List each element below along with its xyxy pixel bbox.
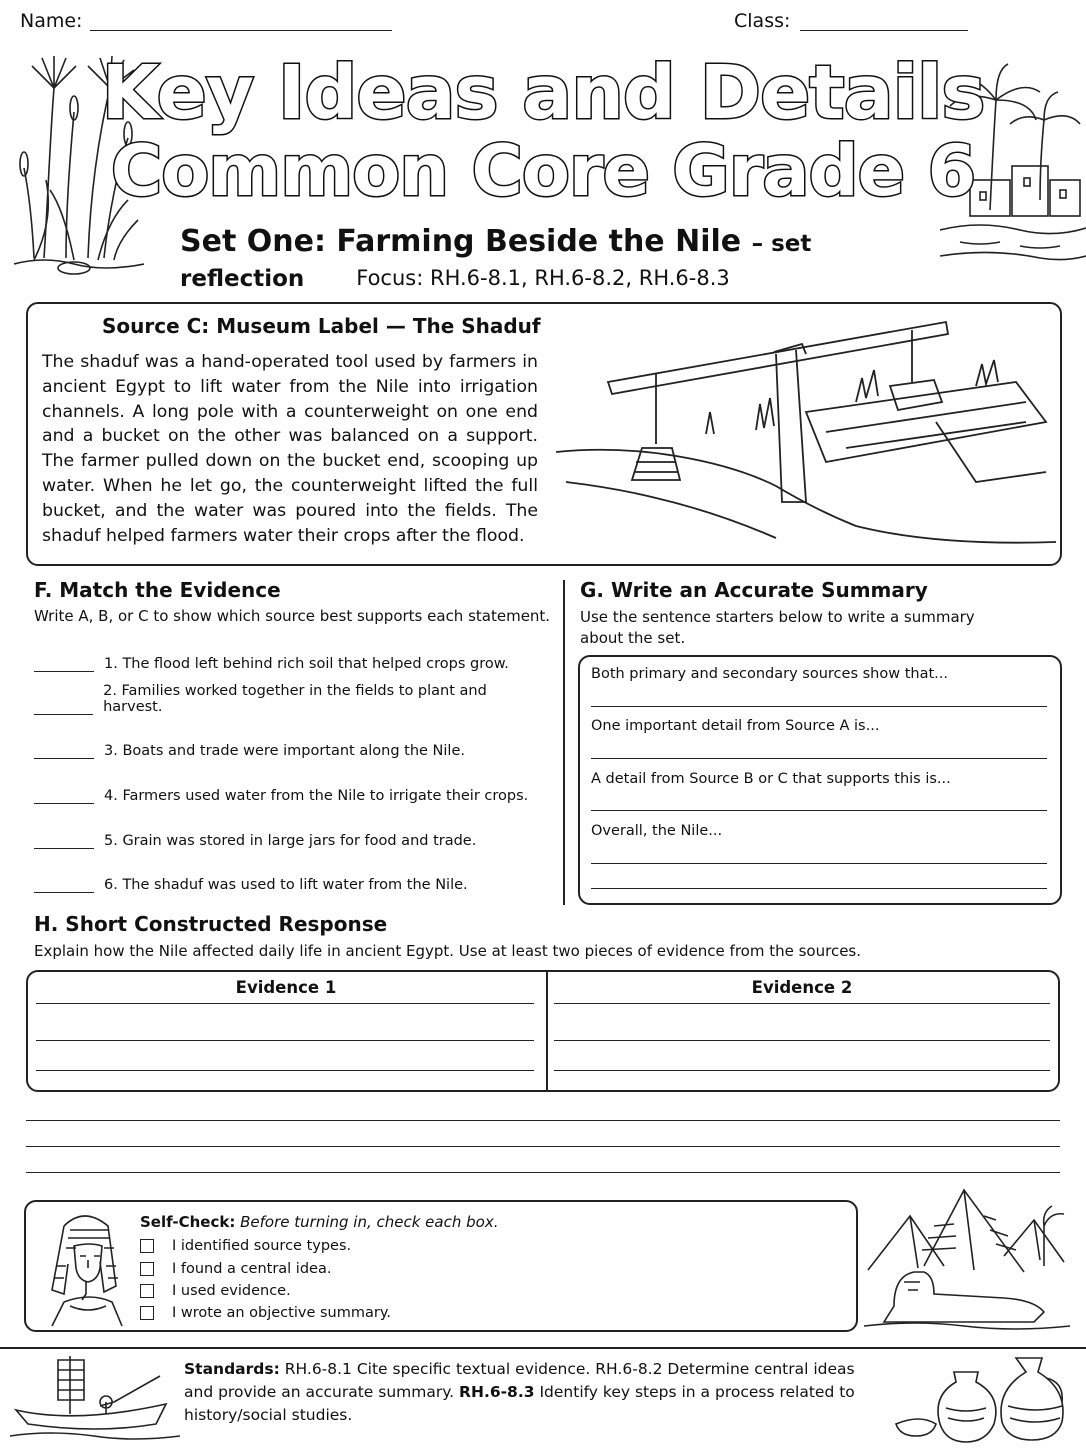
match-item-1 bbox=[34, 650, 544, 672]
check-text-3: I used evidence. bbox=[172, 1283, 291, 1299]
summary-starter-1: Both primary and secondary sources show that... bbox=[591, 666, 948, 682]
standards-text-3: Identify key steps in a process related to history/social studies. bbox=[184, 1383, 855, 1424]
checkbox-1[interactable] bbox=[140, 1239, 154, 1253]
footer-divider bbox=[0, 1347, 1086, 1349]
section-h-instructions: Explain how the Nile affected daily life in ancient Egypt. Use at least two pieces of evidence from the sources. bbox=[34, 942, 862, 960]
summary-line-3[interactable] bbox=[591, 810, 1047, 811]
source-body: The shaduf was a hand-operated tool used by farmers in ancient Egypt to lift water from the Nile into irrigation channels. A long pole with a counterweight on one end and a bucket on the other was balanced on a support. The farmer pulled down on the bucket end, scooping up water. When he let go, the counterweight lifted the full bucket, and the water was poured into the fields. The shaduf helped farmers water their crops after the flood. bbox=[42, 352, 538, 546]
match-blank-4[interactable] bbox=[34, 803, 94, 804]
evidence-1-header: Evidence 1 bbox=[235, 978, 337, 997]
summary-starter-2: One important detail from Source A is... bbox=[591, 718, 880, 734]
response-line-2[interactable] bbox=[26, 1146, 1060, 1147]
checkbox-2[interactable] bbox=[140, 1262, 154, 1276]
match-text-5: 5. Grain was stored in large jars for food and trade. bbox=[104, 833, 477, 849]
set-title-suffix: – set reflection bbox=[180, 231, 812, 292]
page-title-line2: Common Core Grade 6 bbox=[110, 130, 976, 212]
page-title-line1: Key Ideas and Details bbox=[101, 50, 985, 136]
set-title-main: Set One: Farming Beside the Nile bbox=[180, 224, 742, 259]
section-f-instructions: Write A, B, or C to show which source best supports each statement. bbox=[34, 607, 551, 625]
match-text-6: 6. The shaduf was used to lift water from the Nile. bbox=[104, 877, 468, 893]
match-blank-1[interactable] bbox=[34, 671, 94, 672]
evidence-2-line-3[interactable] bbox=[554, 1070, 1050, 1071]
source-heading: Source C: Museum Label — The Shaduf bbox=[102, 314, 541, 338]
match-blank-2[interactable] bbox=[34, 714, 93, 715]
match-blank-5[interactable] bbox=[34, 848, 94, 849]
section-f-heading: F. Match the Evidence bbox=[34, 578, 281, 602]
match-item-3 bbox=[34, 737, 544, 759]
standards-label: Standards: bbox=[184, 1360, 280, 1378]
checkbox-4[interactable] bbox=[140, 1306, 154, 1320]
name-field[interactable] bbox=[90, 30, 392, 31]
section-divider bbox=[563, 580, 565, 905]
standards-text-1: RH.6-8.1 Cite specific textual evidence. RH.6-8.2 Determine central ideas and provide an accurate summary. bbox=[184, 1360, 855, 1401]
match-item-4 bbox=[34, 782, 544, 804]
section-h-heading: H. Short Constructed Response bbox=[34, 912, 388, 936]
response-line-3[interactable] bbox=[26, 1172, 1060, 1173]
checkbox-3[interactable] bbox=[140, 1284, 154, 1298]
match-text-2: 2. Families worked together in the fields to plant and harvest. bbox=[103, 683, 487, 715]
match-blank-6[interactable] bbox=[34, 892, 94, 893]
evidence-divider bbox=[546, 970, 548, 1092]
evidence-1-line-1[interactable] bbox=[36, 1003, 534, 1004]
summary-line-1[interactable] bbox=[591, 706, 1047, 707]
response-line-1[interactable] bbox=[26, 1120, 1060, 1121]
check-item-4[interactable] bbox=[140, 1305, 391, 1321]
evidence-1-line-3[interactable] bbox=[36, 1070, 534, 1071]
evidence-2-line-2[interactable] bbox=[554, 1040, 1050, 1041]
summary-line-4[interactable] bbox=[591, 863, 1047, 864]
summary-starter-3: A detail from Source B or C that supports this is... bbox=[591, 771, 951, 787]
match-text-1: 1. The flood left behind rich soil that helped crops grow. bbox=[104, 656, 509, 672]
self-check-title bbox=[140, 1213, 498, 1231]
class-field[interactable] bbox=[800, 30, 968, 31]
check-item-3[interactable] bbox=[140, 1283, 291, 1299]
section-g-instructions: Use the sentence starters below to write a summary about the set. bbox=[580, 608, 975, 647]
pyramids-sphinx-illustration bbox=[864, 1186, 1070, 1336]
match-text-3: 3. Boats and trade were important along the Nile. bbox=[104, 743, 465, 759]
match-item-5 bbox=[34, 827, 544, 849]
check-text-1: I identified source types. bbox=[172, 1238, 352, 1254]
check-item-1[interactable] bbox=[140, 1238, 351, 1254]
class-label: Class: bbox=[734, 10, 791, 32]
standards-code-3: RH.6-8.3 bbox=[459, 1383, 535, 1401]
evidence-1-line-2[interactable] bbox=[36, 1040, 534, 1041]
shaduf-illustration bbox=[556, 312, 1056, 560]
check-text-4: I wrote an objective summary. bbox=[172, 1305, 391, 1321]
summary-line-2[interactable] bbox=[591, 758, 1047, 759]
check-item-2[interactable] bbox=[140, 1261, 331, 1277]
pharaoh-illustration bbox=[34, 1206, 134, 1330]
match-item-2 bbox=[34, 683, 544, 715]
check-text-2: I found a central idea. bbox=[172, 1261, 332, 1277]
standards-footer bbox=[184, 1358, 884, 1427]
self-check-label: Self-Check: bbox=[140, 1213, 236, 1231]
evidence-2-header: Evidence 2 bbox=[751, 978, 853, 997]
summary-starter-4: Overall, the Nile... bbox=[591, 823, 723, 839]
summary-line-5[interactable] bbox=[591, 888, 1047, 889]
match-blank-3[interactable] bbox=[34, 758, 94, 759]
section-g-heading: G. Write an Accurate Summary bbox=[580, 578, 928, 602]
match-item-6 bbox=[34, 871, 544, 893]
boat-illustration bbox=[10, 1350, 180, 1444]
focus-standards: Focus: RH.6-8.1, RH.6-8.2, RH.6-8.3 bbox=[356, 266, 730, 290]
match-text-4: 4. Farmers used water from the Nile to irrigate their crops. bbox=[104, 788, 529, 804]
self-check-instruction: Before turning in, check each box. bbox=[240, 1213, 499, 1231]
name-label: Name: bbox=[20, 10, 83, 32]
pottery-illustration bbox=[890, 1352, 1080, 1444]
evidence-2-line-1[interactable] bbox=[554, 1003, 1050, 1004]
